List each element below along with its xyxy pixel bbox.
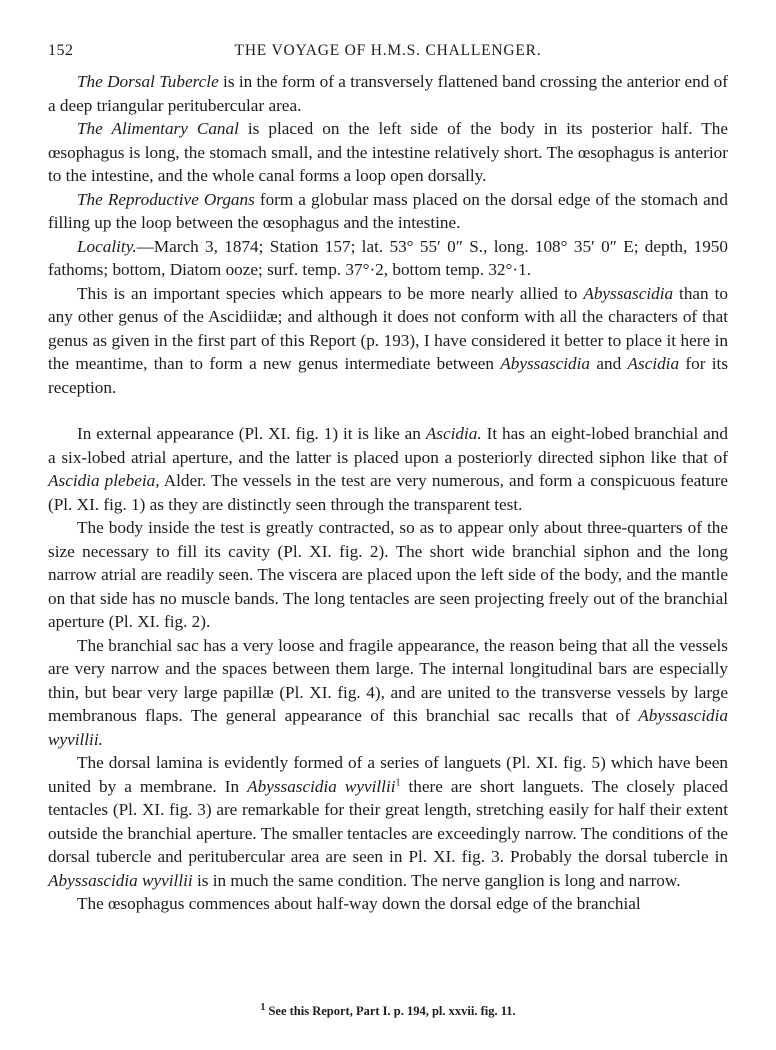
footnote <box>0 1001 776 1019</box>
heading-dorsal-tubercle: The Dorsal Tubercle <box>77 72 219 91</box>
section-gap <box>48 399 728 422</box>
footnote-marker: 1 <box>395 776 401 788</box>
running-title: THE VOYAGE OF H.M.S. CHALLENGER. <box>234 42 542 59</box>
paragraph-locality: Locality.—March 3, 1874; Station 157; lat. 53° 55′ 0″ S., long. 108° 35′ 0″ E; depth, 1950 fathoms; bottom, Diatom ooze; surf. temp. 37°·2, bottom temp. 32°·1. <box>48 236 728 279</box>
page-header <box>48 42 728 70</box>
paragraph-remarks: This is an important species which appears to be more nearly allied to Abyssascidia than to any other genus of the Ascidiidæ; and although it does not conform with all the characters of that genus as given in the first part of this Report (p. 193), I have considered it better to place it here in the meantime, than to form a new genus intermediate between Abyssascidia and Ascidia for its reception. <box>48 283 729 397</box>
body-text-upper <box>48 70 728 399</box>
heading-reproductive-organs: The Reproductive Organs <box>77 189 255 209</box>
footnote-number: 1 <box>260 1001 266 1013</box>
paragraph-oesophagus: The œsophagus commences about half-way down the dorsal edge of the branchial <box>77 894 641 913</box>
paragraph-dorsal-lamina: The dorsal lamina is evidently formed of a series of languets (Pl. XI. fig. 5) which have been united by a membrane. In Abyssascidia wyvillii$^1$ there are short languets. The closely placed tentacles (Pl. XI. fig. 3) are remarkable for their great length, stretching easily for half their extent outside the branchial aperture. The smaller tentacles are exceedingly narrow. The conditions of the dorsal tubercle and peritubercular area are seen in Pl. XI. fig. 3. Probably the dorsal tubercle in Abyssascidia wyvillii is in much the same condition. The nerve ganglion is long and narrow. <box>48 753 728 890</box>
body-text-lower <box>48 422 728 916</box>
page-number: 152 <box>48 42 74 59</box>
paragraph-reproductive-organs: The Reproductive Organs form a globular mass placed on the dorsal edge of the stomach and filling up the loop between the œsophagus and the intestine. <box>48 189 728 232</box>
page <box>48 42 728 916</box>
paragraph-body-inside-test: The body inside the test is greatly contracted, so as to appear only about three-quarters of the size necessary to fill its cavity (Pl. XI. fig. 2). The short wide branchial siphon and the long narrow atrial are readily seen. The viscera are placed upon the left side of the body, and the mantle on that side has no muscle bands. The long tentacles are seen projecting freely out of the branchial aperture (Pl. XI. fig. 2). <box>48 518 728 631</box>
paragraph-alimentary-canal: The Alimentary Canal is placed on the left side of the body in its posterior half. The œsophagus is long, the stomach small, and the intestine relatively short. The œsophagus is anterior to the intestine, and the whole canal forms a loop open dorsally. <box>48 119 728 185</box>
paragraph-branchial-sac: The branchial sac has a very loose and fragile appearance, the reason being that all the vessels are very narrow and the spaces between them large. The internal longitudinal bars are especially thin, but bear very large papillæ (Pl. XI. fig. 4), and are united to the transverse vessels by large membranous flaps. The general appearance of this branchial sac recalls that of Abyssascidia wyvillii. <box>48 635 728 749</box>
paragraph-dorsal-tubercle: The Dorsal Tubercle is in the form of a transversely flattened band crossing the anterior end of a deep triangular peritubercular area. <box>48 72 729 115</box>
heading-alimentary-canal: The Alimentary Canal <box>77 119 239 138</box>
heading-locality: Locality. <box>77 236 137 256</box>
paragraph-external-appearance: In external appearance (Pl. XI. fig. 1) it is like an Ascidia. It has an eight-lobed branchial and a six-lobed atrial aperture, and the latter is placed upon a posteriorly directed siphon like that of Ascidia plebeia, Alder. The vessels in the test are very numerous, and form a conspicuous feature (Pl. XI. fig. 1) as they are distinctly seen through the transparent test. <box>48 424 728 514</box>
footnote-text: See this Report, Part I. p. 194, pl. xxvii. fig. 11. <box>265 1004 516 1018</box>
